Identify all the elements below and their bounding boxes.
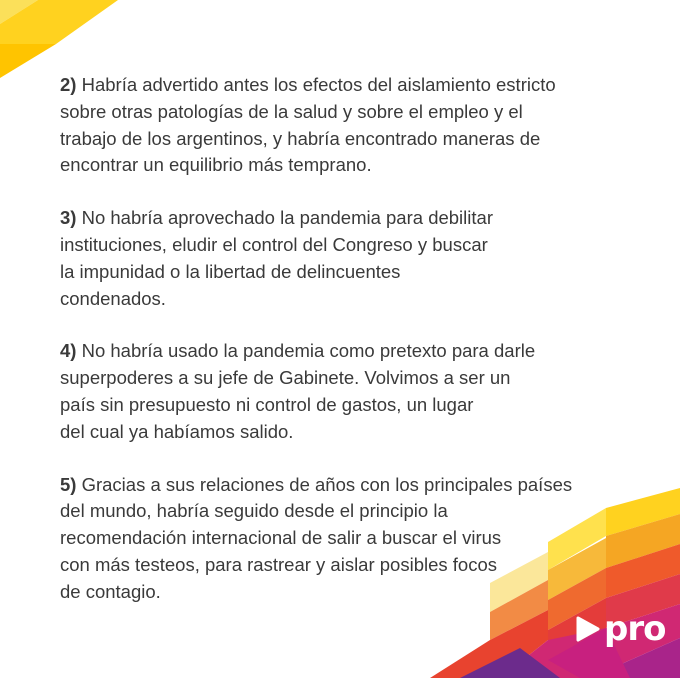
paragraph-line: No habría usado la pandemia como pretexto para darle [81, 340, 536, 362]
paragraph-line: de contagio. [60, 580, 161, 602]
paragraph-number: 4) [60, 340, 77, 362]
paragraph-line: Gracias a sus relaciones de años con los principales países [81, 473, 573, 495]
paragraph-line: condenados. [60, 287, 166, 309]
paragraph-3 [60, 205, 622, 312]
paragraph-line: encontrar un equilibrio más temprano. [60, 154, 372, 176]
paragraph-line: sobre otras patologías de la salud y sobre el empleo y el [60, 100, 523, 122]
paragraph-line: del mundo, habría seguido desde el principio la [60, 500, 448, 522]
play-triangle-icon [576, 616, 600, 642]
paragraph-line: trabajo de los argentinos, y habría encontrado maneras de [60, 127, 541, 149]
paragraph-line: país sin presupuesto ni control de gastos, un lugar [60, 393, 474, 415]
brand-logo [576, 609, 666, 649]
brand-name: pro [604, 609, 666, 649]
paragraph-line: con más testeos, para rastrear y aislar posibles focos [60, 553, 497, 575]
paragraph-number: 3) [60, 207, 77, 229]
paragraph-number: 5) [60, 473, 77, 495]
paragraph-2 [60, 72, 622, 179]
paragraph-line: instituciones, eludir el control del Congreso y buscar [60, 233, 488, 255]
paragraph-line: recomendación internacional de salir a buscar el virus [60, 527, 502, 549]
paragraph-number: 2) [60, 74, 77, 95]
paragraph-5 [60, 472, 622, 606]
paragraph-line: superpoderes a su jefe de Gabinete. Volvimos a ser un [60, 367, 511, 389]
paragraph-line: Habría advertido antes los efectos del aislamiento estricto [81, 74, 556, 95]
paragraph-line: del cual ya habíamos salido. [60, 420, 294, 442]
paragraph-line: la impunidad o la libertad de delincuentes [60, 260, 401, 282]
corner-decoration-top-left [0, 0, 120, 80]
paragraph-line: No habría aprovechado la pandemia para debilitar [81, 207, 493, 229]
paragraph-4 [60, 338, 622, 445]
main-text [60, 72, 622, 632]
